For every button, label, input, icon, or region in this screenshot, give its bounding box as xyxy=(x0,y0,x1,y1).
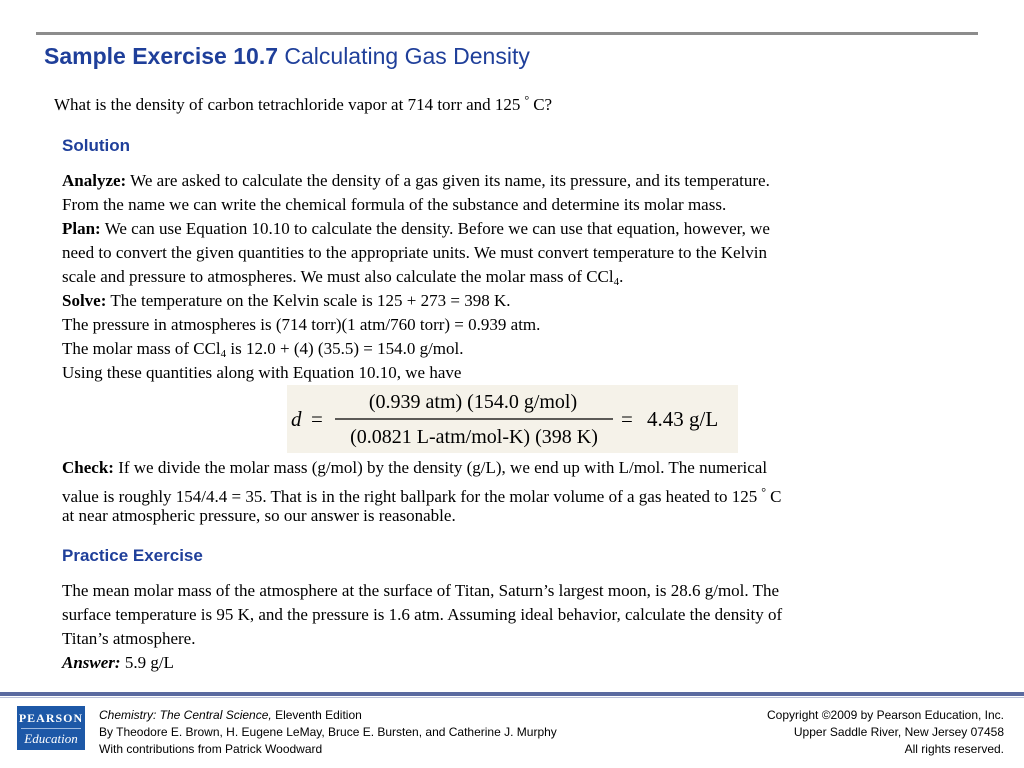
answer-value: 5.9 g/L xyxy=(124,653,174,672)
analyze-line-2: From the name we can write the chemical formula of the substance and determine its molar mass. xyxy=(62,195,727,214)
plan-line-2: need to convert the given quantities to the appropriate units. We must convert temperature to the Kelvin xyxy=(62,243,768,262)
practice-heading: Practice Exercise xyxy=(62,546,203,565)
question-body: What is the density of carbon tetrachloride vapor at 714 torr and 125 xyxy=(54,95,521,114)
ccl4-subscript-2: 4 xyxy=(220,348,227,360)
solve-label: Solve: xyxy=(62,291,107,310)
analyze-line-1 xyxy=(62,171,770,191)
logo-pearson-text: PEARSON xyxy=(18,711,84,725)
copyright-address: Upper Saddle River, New Jersey 07458 xyxy=(793,725,1004,739)
degree-symbol: ° xyxy=(524,93,530,107)
check-line-2 xyxy=(62,482,781,507)
solve-line-2: The pressure in atmospheres is (714 torr)(1 atm/760 torr) = 0.939 atm. xyxy=(62,315,541,334)
equation-result: 4.43 g/L xyxy=(647,407,719,431)
answer-label: Answer: xyxy=(62,653,121,672)
citation-authors: By Theodore E. Brown, H. Eugene LeMay, Bruce E. Bursten, and Catherine J. Murphy xyxy=(99,725,557,739)
plan-period: . xyxy=(619,267,624,286)
title-exercise-number: Sample Exercise 10.7 xyxy=(44,43,278,69)
footer-divider-thin xyxy=(0,697,1024,698)
check-label: Check: xyxy=(62,458,114,477)
ccl4-subscript: 4 xyxy=(613,276,620,288)
solve-text-3b: is 12.0 + (4) (35.5) = 154.0 g/mol. xyxy=(226,339,464,358)
solution-heading: Solution xyxy=(62,136,130,155)
practice-line-3: Titan’s atmosphere. xyxy=(62,629,196,648)
footer-divider xyxy=(0,692,1024,696)
book-edition: Eleventh Edition xyxy=(275,708,362,722)
question-text xyxy=(54,93,552,115)
solve-text-1: The temperature on the Kelvin scale is 125 + 273 = 398 K. xyxy=(110,291,511,310)
check-line-3: at near atmospheric pressure, so our answer is reasonable. xyxy=(62,506,456,525)
practice-line-2: surface temperature is 95 K, and the pressure is 1.6 atm. Assuming ideal behavior, calculate the density of xyxy=(62,605,783,624)
practice-line-1: The mean molar mass of the atmosphere at the surface of Titan, Saturn’s largest moon, is 28.6 g/mol. The xyxy=(62,581,780,600)
check-line-1 xyxy=(62,458,767,478)
equation-equals-2: = xyxy=(621,407,633,431)
equation-numerator: (0.939 atm) (154.0 g/mol) xyxy=(368,391,578,413)
citation-title-line xyxy=(99,707,557,724)
solve-line-4: Using these quantities along with Equation 10.10, we have xyxy=(62,363,462,382)
book-title: Chemistry: The Central Science, xyxy=(99,708,272,722)
copyright-rights: All rights reserved. xyxy=(904,742,1004,756)
page-title xyxy=(44,43,530,70)
analyze-text-1: We are asked to calculate the density of a gas given its name, its pressure, and its temperature. xyxy=(130,171,770,190)
check-unit: C xyxy=(770,487,782,506)
copyright-notice xyxy=(767,707,1004,758)
equation-lhs: d xyxy=(291,407,302,431)
equation-graphic xyxy=(287,385,738,453)
solve-line-3 xyxy=(62,339,463,364)
analyze-label: Analyze: xyxy=(62,171,127,190)
top-divider xyxy=(36,32,978,35)
logo-education-text: Education xyxy=(24,731,78,746)
solve-text-3: The molar mass of CCl xyxy=(62,339,221,358)
check-text-2: value is roughly 154/4.4 = 35. That is in the right ballpark for the molar volume of a gas heated to 125 xyxy=(62,487,758,506)
plan-line-3 xyxy=(62,267,623,292)
plan-text-3: scale and pressure to atmospheres. We must also calculate the molar mass of CCl xyxy=(62,267,614,286)
density-equation xyxy=(287,385,738,453)
citation-contributions: With contributions from Patrick Woodward xyxy=(99,742,323,756)
question-unit: C? xyxy=(533,95,553,114)
copyright-line: Copyright ©2009 by Pearson Education, Inc. xyxy=(767,708,1004,722)
title-topic: Calculating Gas Density xyxy=(284,43,530,69)
plan-line-1 xyxy=(62,219,770,239)
book-citation xyxy=(99,707,557,758)
practice-answer xyxy=(62,653,174,673)
equation-denominator: (0.0821 L-atm/mol-K) (398 K) xyxy=(350,426,598,448)
pearson-logo xyxy=(17,706,85,750)
solve-line-1 xyxy=(62,291,511,311)
degree-symbol-2: ° xyxy=(761,485,767,499)
check-text-1: If we divide the molar mass (g/mol) by the density (g/L), we end up with L/mol. The numerical xyxy=(118,458,768,477)
equation-equals-1: = xyxy=(311,407,323,431)
plan-text-1: We can use Equation 10.10 to calculate the density. Before we can use that equation, however, we xyxy=(104,219,770,238)
plan-label: Plan: xyxy=(62,219,101,238)
logo-divider xyxy=(21,728,81,729)
